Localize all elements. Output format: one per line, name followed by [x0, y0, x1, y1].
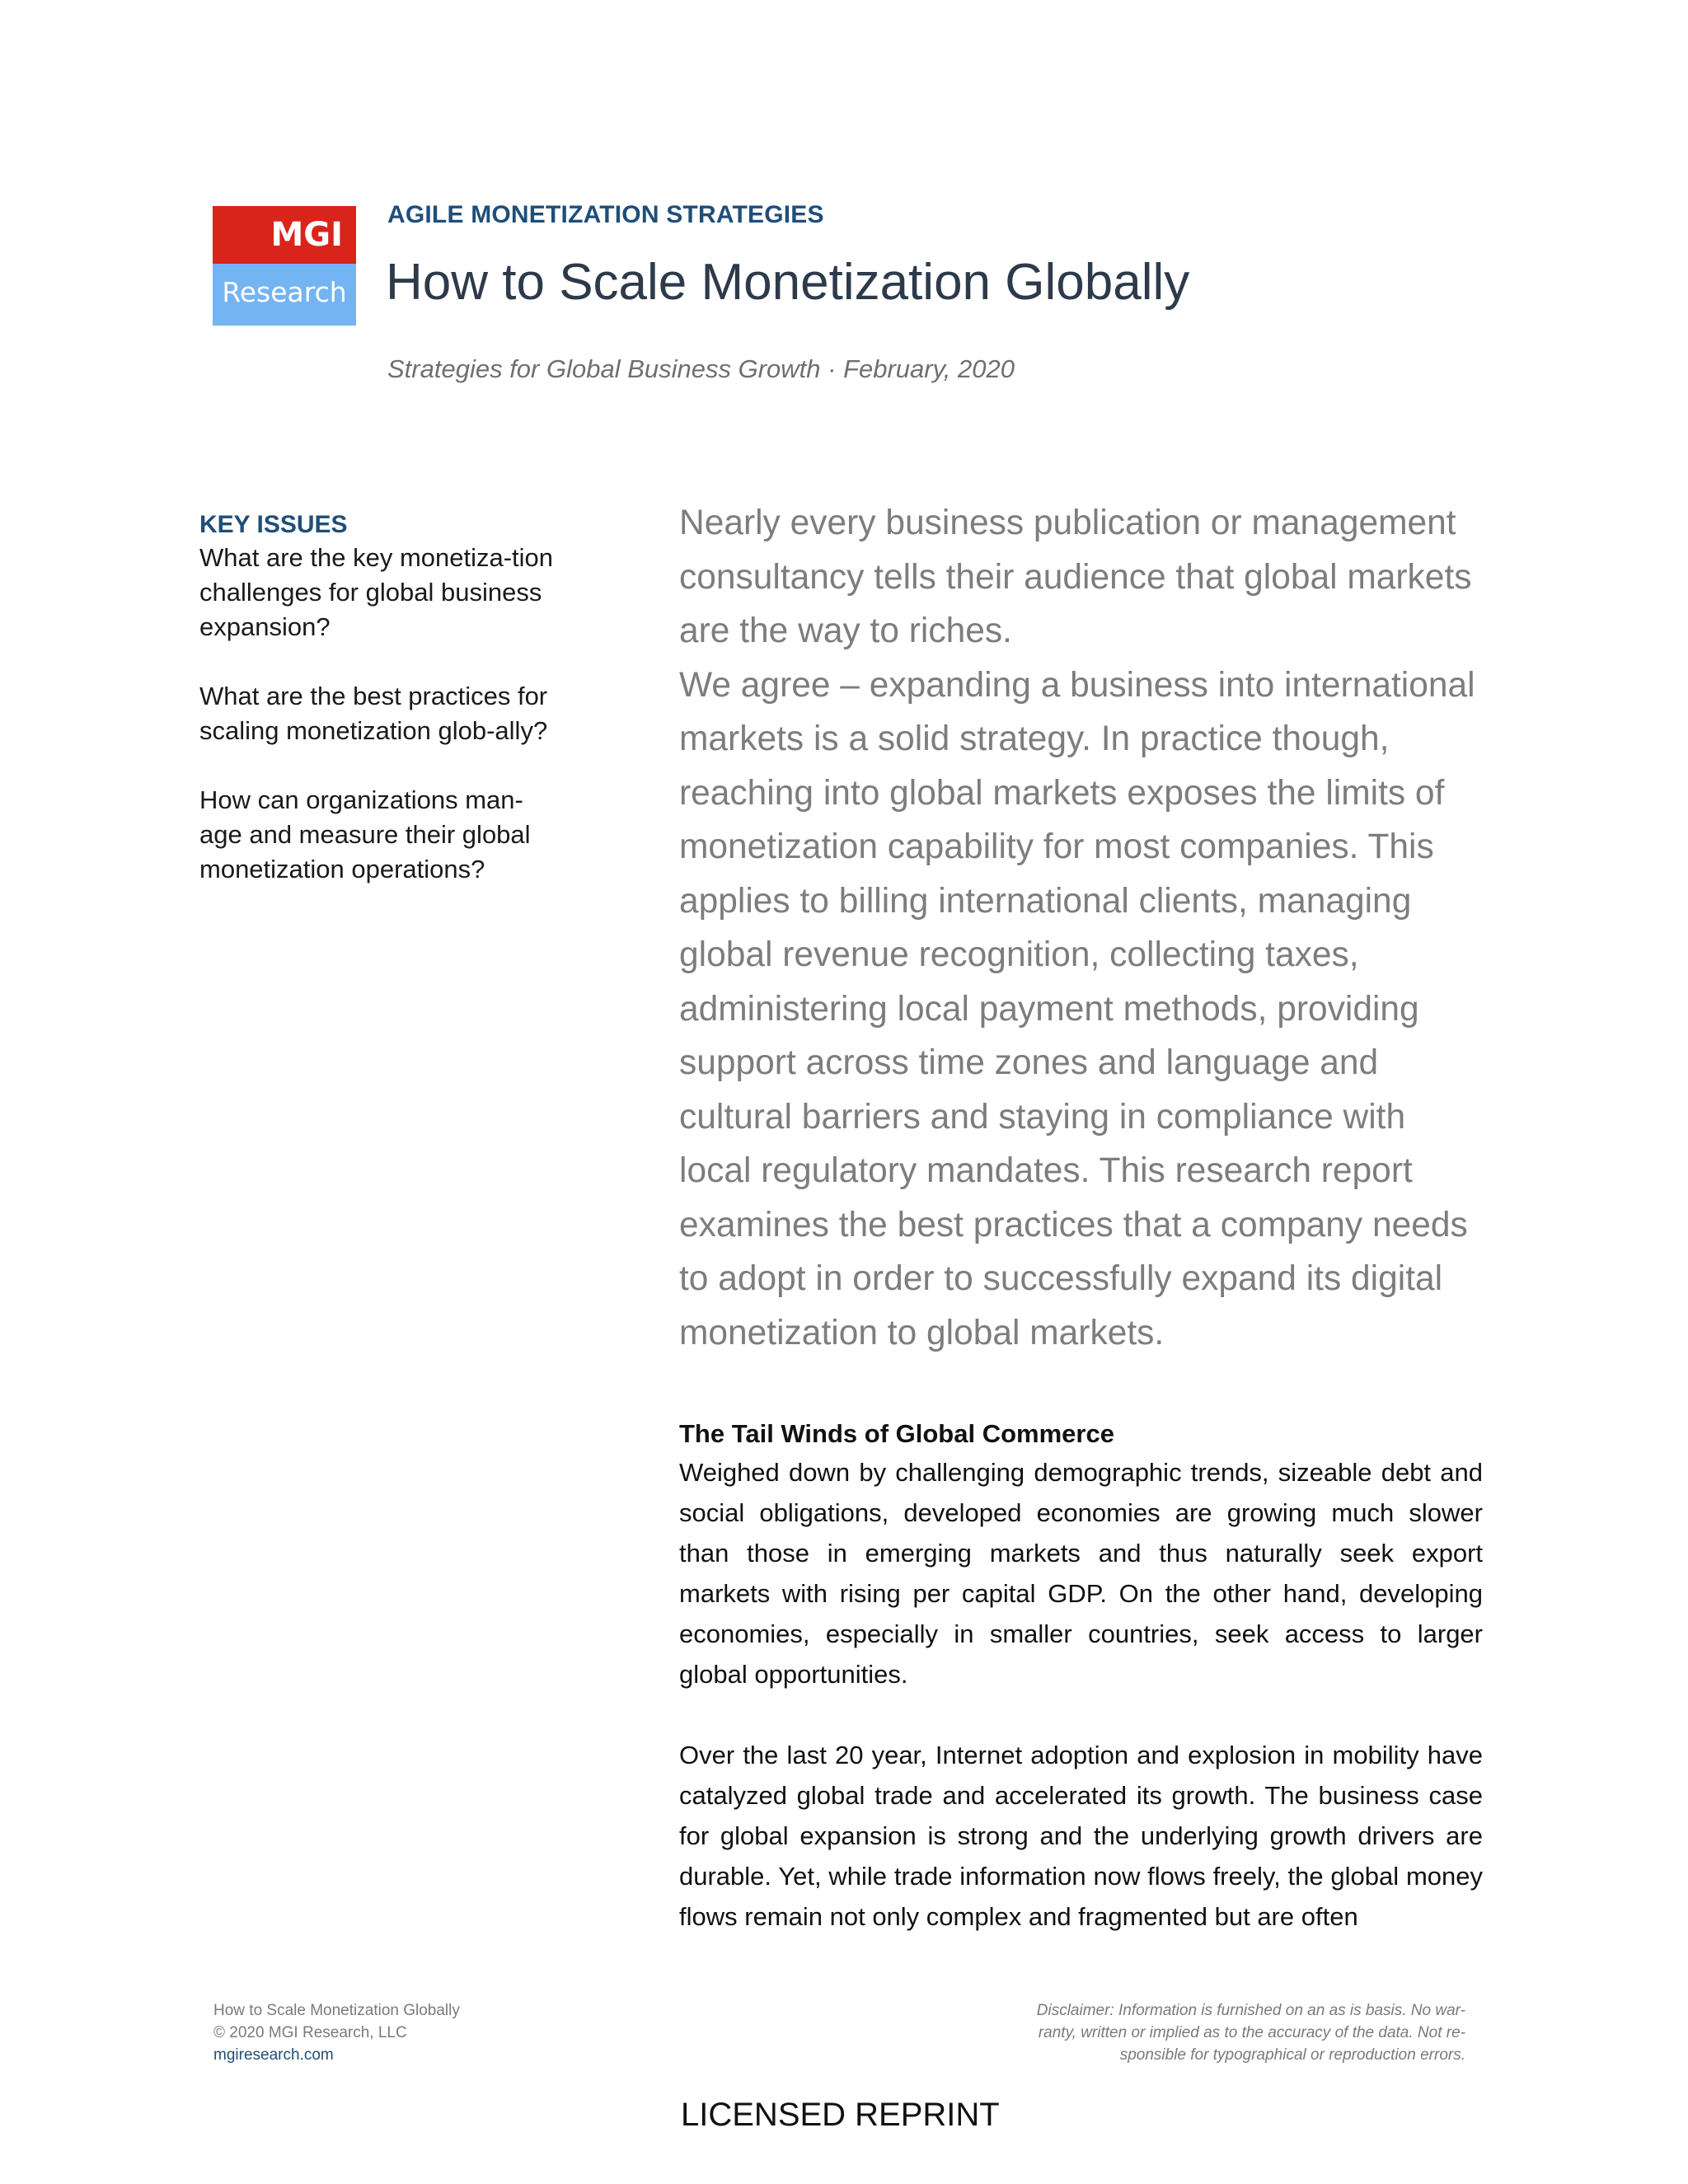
series-kicker: AGILE MONETIZATION STRATEGIES — [387, 201, 824, 228]
lead-paragraph: Nearly every business publication or management consultancy tells their audience that global markets are the way to riches. — [679, 504, 1472, 650]
logo-top-block: MGI — [213, 206, 356, 264]
page-title: How to Scale Monetization Globally — [386, 254, 1190, 311]
key-issues-heading: KEY ISSUES — [199, 511, 348, 538]
body-paragraph: Weighed down by challenging demographic trends, sizeable debt and social obligations, developed economies are growing much slower than those in emerging markets and thus naturally seek export markets with rising per capital GDP. On the other hand, developing economies, especially in smaller countries, seek access to larger global opportunities. — [679, 1458, 1483, 1689]
key-issue-question: What are the key monetiza-tion challenges for global business expansion? — [199, 543, 554, 641]
key-issue-question: How can organizations man-age and measure their global monetization operations? — [199, 785, 531, 883]
disclaimer-line: sponsible for typographical or reproduction errors. — [1119, 2046, 1465, 2064]
licensed-reprint-label: LICENSED REPRINT — [681, 2097, 1000, 2133]
key-issue-question: What are the best practices for scaling monetization glob-ally? — [199, 682, 548, 745]
disclaimer-line: ranty, written or implied as to the accuracy of the data. Not re- — [1038, 2024, 1465, 2041]
footer-disclaimer — [971, 1999, 1465, 2066]
key-issues-sidebar — [199, 509, 562, 921]
body-paragraph: Over the last 20 year, Internet adoption and explosion in mobility have catalyzed global trade and accelerated its growth. The business case for global expansion is strong and the underlying growth drivers are durable. Yet, while trade information now flows freely, the global money flows remain not only complex and fragmented but are often — [679, 1741, 1483, 1931]
disclaimer-line: Disclaimer: Information is furnished on an as is basis. No war- — [1036, 2002, 1465, 2019]
section-heading: The Tail Winds of Global Commerce — [679, 1419, 1114, 1448]
lead-summary — [679, 496, 1487, 1360]
mgi-research-logo — [213, 206, 356, 326]
footer-copyright: © 2020 MGI Research, LLC — [213, 2024, 407, 2041]
logo-bottom-block: Research — [213, 264, 356, 326]
footer-info — [213, 1999, 460, 2066]
body-section — [679, 1416, 1483, 1977]
footer-website-link[interactable]: mgiresearch.com — [213, 2046, 334, 2064]
footer-doc-title: How to Scale Monetization Globally — [213, 2002, 460, 2019]
page-subtitle: Strategies for Global Business Growth · February, 2020 — [387, 354, 1015, 383]
lead-paragraph: We agree – expanding a business into international markets is a solid strategy. In practice though, reaching into global markets exposes the limits of monetization capability for most companies. This applies to billing international clients, managing global revenue recognition, collecting taxes, administering local payment methods, providing support across time zones and language and cultural barriers and staying in compliance with local regulatory mandates. This research report examines the best practices that a company needs to adopt in order to successfully expand its digital monetization to global markets. — [679, 665, 1475, 1352]
